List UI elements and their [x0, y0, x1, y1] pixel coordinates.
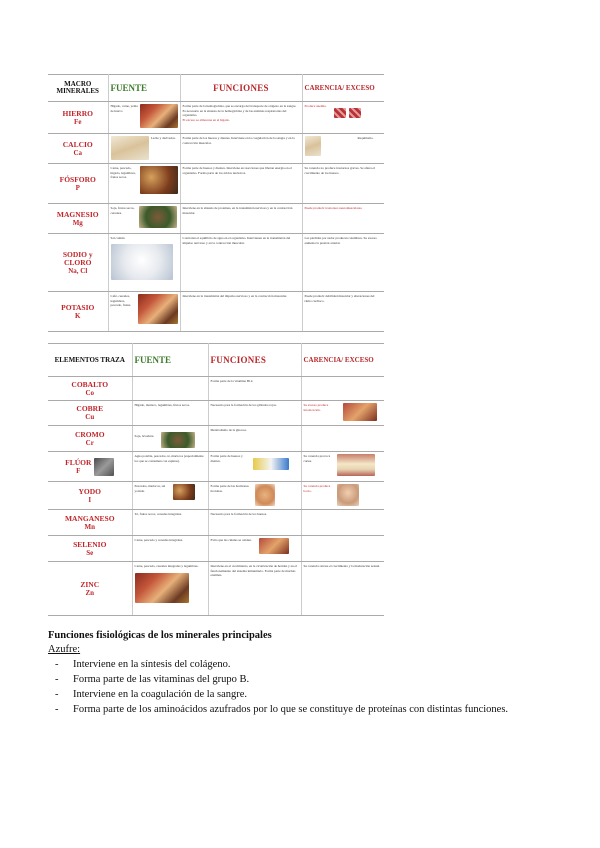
element-name	[48, 482, 132, 510]
fuente-cell: Agua potable, pescados, té, mariscos (especialmente los que se consumen con espinas).	[132, 452, 208, 482]
fuente-text: Café, cereales, legumbres, pescado, frutas.	[110, 294, 132, 308]
carencia-cell	[302, 292, 384, 332]
bone-image	[305, 136, 321, 156]
funciones-text: Forma parte de huesos y dientes. Interviene en reacciones que liberan energía en el organismo. Forma parte de los ácidos nucleicos.	[182, 166, 292, 175]
element-symbol: P	[75, 183, 80, 192]
element-symbol: Se	[86, 548, 94, 557]
element-symbol: Cu	[85, 413, 95, 421]
table-row	[48, 482, 384, 510]
element-symbol: Fe	[74, 117, 82, 126]
table-row	[48, 204, 384, 234]
fuente-cell	[108, 234, 180, 292]
funciones-text: Evita que las células se oxiden.	[210, 538, 252, 542]
element-name	[48, 234, 108, 292]
subtitle-text: Azufre	[48, 644, 78, 655]
elementos-traza-table	[48, 343, 384, 616]
carencia-cell	[301, 536, 384, 562]
blood-cells-image	[334, 108, 346, 118]
header-carencia-exceso: CARENCIA/ EXCESO	[301, 344, 384, 377]
funciones-cell: Interviene en el crecimiento, en la cicatrización de heridas y en el funcionamiento del sistema inmunitario. Forma parte de muchas enzimas.	[208, 562, 301, 616]
element-symbol: Mg	[72, 218, 83, 227]
element-symbol: Co	[85, 388, 95, 397]
table-row	[48, 292, 384, 332]
carencia-cell	[301, 377, 384, 401]
element-label: YODO	[78, 486, 101, 496]
header-macro-minerales: MACRO MINERALES	[48, 75, 108, 102]
element-symbol: F	[76, 466, 81, 475]
list-item: - Forma parte de los aminoácidos azufrados por lo que se constituye de proteínas con distintas funciones.	[48, 702, 568, 717]
funciones-cell	[180, 164, 302, 204]
funciones-cell	[208, 482, 301, 510]
carencia-cell	[302, 102, 384, 134]
funciones-cell	[180, 134, 302, 164]
element-label: SODIO y CLORO	[62, 249, 93, 267]
carencia-text: Puede producir trastornos neuromusculares.	[304, 206, 363, 210]
table-row	[48, 452, 384, 482]
element-label: ZINC	[80, 579, 100, 589]
carencia-cell	[302, 164, 384, 204]
minerales-section	[48, 628, 568, 717]
funciones-text: Forma parte de la hemoglobina, que se encarga del transporte de oxígeno en la sangre. Es necesario en la síntesis de la hemoglobina y de las enzimas respiratorias del organismo.	[182, 104, 297, 118]
fuente-cell: Carne, pescado y cereales integrales.	[132, 536, 208, 562]
element-name	[48, 377, 132, 401]
funciones-text: Interviene en la síntesis de proteínas, en la transmisión nerviosa y en la contracción muscular.	[182, 206, 293, 215]
element-name	[48, 134, 108, 164]
element-label: COBALTO	[71, 379, 109, 389]
macro-minerales-table	[48, 74, 384, 332]
header-fuente: FUENTE	[132, 344, 208, 377]
carencia-text: Su carencia no produce trastornos graves. Se altera el crecimiento de los huesos.	[304, 166, 375, 175]
funciones-text: Interviene en la transmisión del impulso nervioso y en la contracción muscular.	[182, 294, 288, 298]
food-image	[135, 573, 189, 603]
goiter-image	[337, 484, 359, 506]
azufre-list	[48, 657, 568, 717]
food-image	[259, 538, 289, 554]
funciones-cell	[180, 292, 302, 332]
carencia-text: Su carencia provoca caries.	[303, 454, 331, 463]
fuente-cell	[108, 164, 180, 204]
table-row	[48, 234, 384, 292]
element-label: CROMO	[74, 429, 105, 439]
salt-image	[111, 244, 173, 280]
fuente-cell: Hígado, marisco, legumbres, frutos secos.	[132, 401, 208, 426]
element-symbol: K	[75, 311, 81, 320]
funciones-text: Forma parte de las hormonas tiroideas.	[210, 484, 249, 493]
carencia-cell	[301, 510, 384, 536]
food-image	[343, 403, 377, 421]
funciones-cell: Necesario para la formación de los huesos.	[208, 510, 301, 536]
table-row	[48, 164, 384, 204]
carencia-cell	[301, 401, 384, 426]
fuente-text: Hígado, carne, yema de huevo	[110, 104, 138, 113]
fuente-text: Soja, levadura.	[134, 434, 155, 438]
fuente-text: Pescados, mariscos, sal yodada.	[134, 484, 166, 493]
fuente-cell	[132, 482, 208, 510]
fuente-text: Soja, frutos secos, cereales.	[110, 206, 135, 215]
fuente-cell	[108, 102, 180, 134]
list-item: - Forma parte de las vitaminas del grupo B.	[48, 672, 568, 687]
carencia-text: Las pérdidas por sudor producen calambres. Su exceso aumenta la presión arterial.	[304, 236, 377, 245]
element-label: FÓSFORO	[59, 174, 96, 184]
table-row	[48, 510, 384, 536]
header-elementos-traza: ELEMENTOS TRAZA	[48, 344, 132, 377]
fuente-cell: Té, frutos secos, cereales integrales.	[132, 510, 208, 536]
food-image	[161, 432, 195, 448]
fuente-cell	[108, 134, 180, 164]
carencia-cell	[302, 204, 384, 234]
table-row	[48, 134, 384, 164]
food-image	[140, 166, 177, 194]
funciones-cell	[180, 234, 302, 292]
carencia-text: Su carencia produce bocio.	[303, 484, 331, 493]
toothpaste-image	[253, 458, 289, 470]
element-name	[48, 401, 132, 426]
food-image	[140, 104, 177, 128]
element-symbol: I	[88, 495, 92, 504]
seeds-image	[139, 206, 177, 228]
element-name	[48, 510, 132, 536]
header-fuente: FUENTE	[108, 75, 180, 102]
fuente-cell	[132, 426, 208, 452]
fuente-text: Leche y derivados.	[150, 136, 176, 140]
element-name	[48, 562, 132, 616]
funciones-note: El exceso se almacena en el hígado.	[182, 117, 230, 122]
element-name	[48, 426, 132, 452]
element-label: FLÚOR	[65, 457, 92, 467]
element-label: SELENIO	[73, 539, 107, 549]
header-funciones: FUNCIONES	[180, 75, 302, 102]
carencia-cell	[301, 426, 384, 452]
element-name	[48, 452, 132, 482]
carencia-cell: Su carencia retrasa el crecimiento y la maduración sexual.	[301, 562, 384, 616]
element-label: MAGNESIO	[56, 209, 99, 219]
list-item: - Interviene en la síntesis del colágeno.	[48, 657, 568, 672]
header-carencia-exceso: CARENCIA/ EXCESO	[302, 75, 384, 102]
funciones-cell	[208, 452, 301, 482]
element-label: COBRE	[76, 404, 104, 413]
carencia-cell	[302, 134, 384, 164]
table-header-row	[48, 344, 384, 377]
carencia-text: Raquitismo.	[357, 136, 374, 140]
carencia-cell	[301, 482, 384, 510]
list-item: - Interviene en la coagulación de la sangre.	[48, 687, 568, 702]
funciones-text: Forma parte de huesos y dientes.	[210, 454, 243, 463]
element-symbol: Cr	[85, 438, 94, 447]
funciones-text: Forma parte de los huesos y dientes. Interviene en la coagulación de la sangre y en la contracción muscular.	[182, 136, 295, 145]
milk-image	[111, 136, 149, 160]
fuente-cell	[132, 377, 208, 401]
section-subtitle: Azufre:	[48, 644, 81, 655]
food-image	[173, 484, 195, 500]
table-header-row	[48, 75, 384, 102]
table-row	[48, 377, 384, 401]
fuente-text: Sal común	[110, 236, 125, 240]
element-symbol: Mn	[84, 522, 95, 531]
element-symbol: Ca	[73, 148, 83, 157]
funciones-cell: Necesario para la formación de los glóbulos rojos.	[208, 401, 301, 426]
table-row	[48, 102, 384, 134]
table-row	[48, 426, 384, 452]
section-title: Funciones fisiológicas de los minerales principales	[48, 630, 272, 641]
element-name	[48, 164, 108, 204]
thyroid-image	[255, 484, 275, 506]
element-label: HIERRO	[62, 108, 93, 118]
water-tap-image	[94, 458, 114, 476]
fuente-cell	[108, 204, 180, 234]
carencia-text: Su exceso produce intoxicación.	[303, 403, 329, 412]
funciones-cell	[180, 102, 302, 134]
element-label: CALCIO	[62, 139, 93, 149]
table-row	[48, 562, 384, 616]
element-name	[48, 536, 132, 562]
carencia-text: Produce anemia.	[304, 104, 327, 108]
table-row	[48, 401, 384, 426]
food-image	[138, 294, 177, 324]
fuente-cell	[108, 292, 180, 332]
blood-cells-image	[349, 108, 361, 118]
table-row	[48, 536, 384, 562]
funciones-cell	[208, 536, 301, 562]
element-symbol: Na, Cl	[68, 266, 88, 275]
header-funciones: FUNCIONES	[208, 344, 301, 377]
element-label: MANGANESO	[64, 513, 115, 523]
element-symbol: Zn	[85, 588, 95, 597]
fuente-text: Carne, pescado, cereales integrales y legumbres.	[134, 564, 199, 568]
carencia-cell	[302, 234, 384, 292]
fuente-text: Carne, pescado, hígado, legumbres, frutos secos.	[110, 166, 136, 180]
element-name	[48, 292, 108, 332]
funciones-cell	[180, 204, 302, 234]
carencia-text: Puede producir debilidad muscular y alteraciones del ritmo cardíaco.	[304, 294, 375, 303]
fuente-cell	[132, 562, 208, 616]
carencia-cell	[301, 452, 384, 482]
funciones-cell: Forma parte de la vitamina B12.	[208, 377, 301, 401]
element-label: POTASIO	[61, 302, 95, 312]
element-name	[48, 102, 108, 134]
funciones-cell: Metabolismo de la glucosa.	[208, 426, 301, 452]
funciones-text: Controlan el equilibrio de agua en el organismo. Intervienen en la transmisión del impulso nervioso y en la contracción muscular.	[182, 236, 291, 245]
teeth-image	[337, 454, 375, 476]
element-name	[48, 204, 108, 234]
